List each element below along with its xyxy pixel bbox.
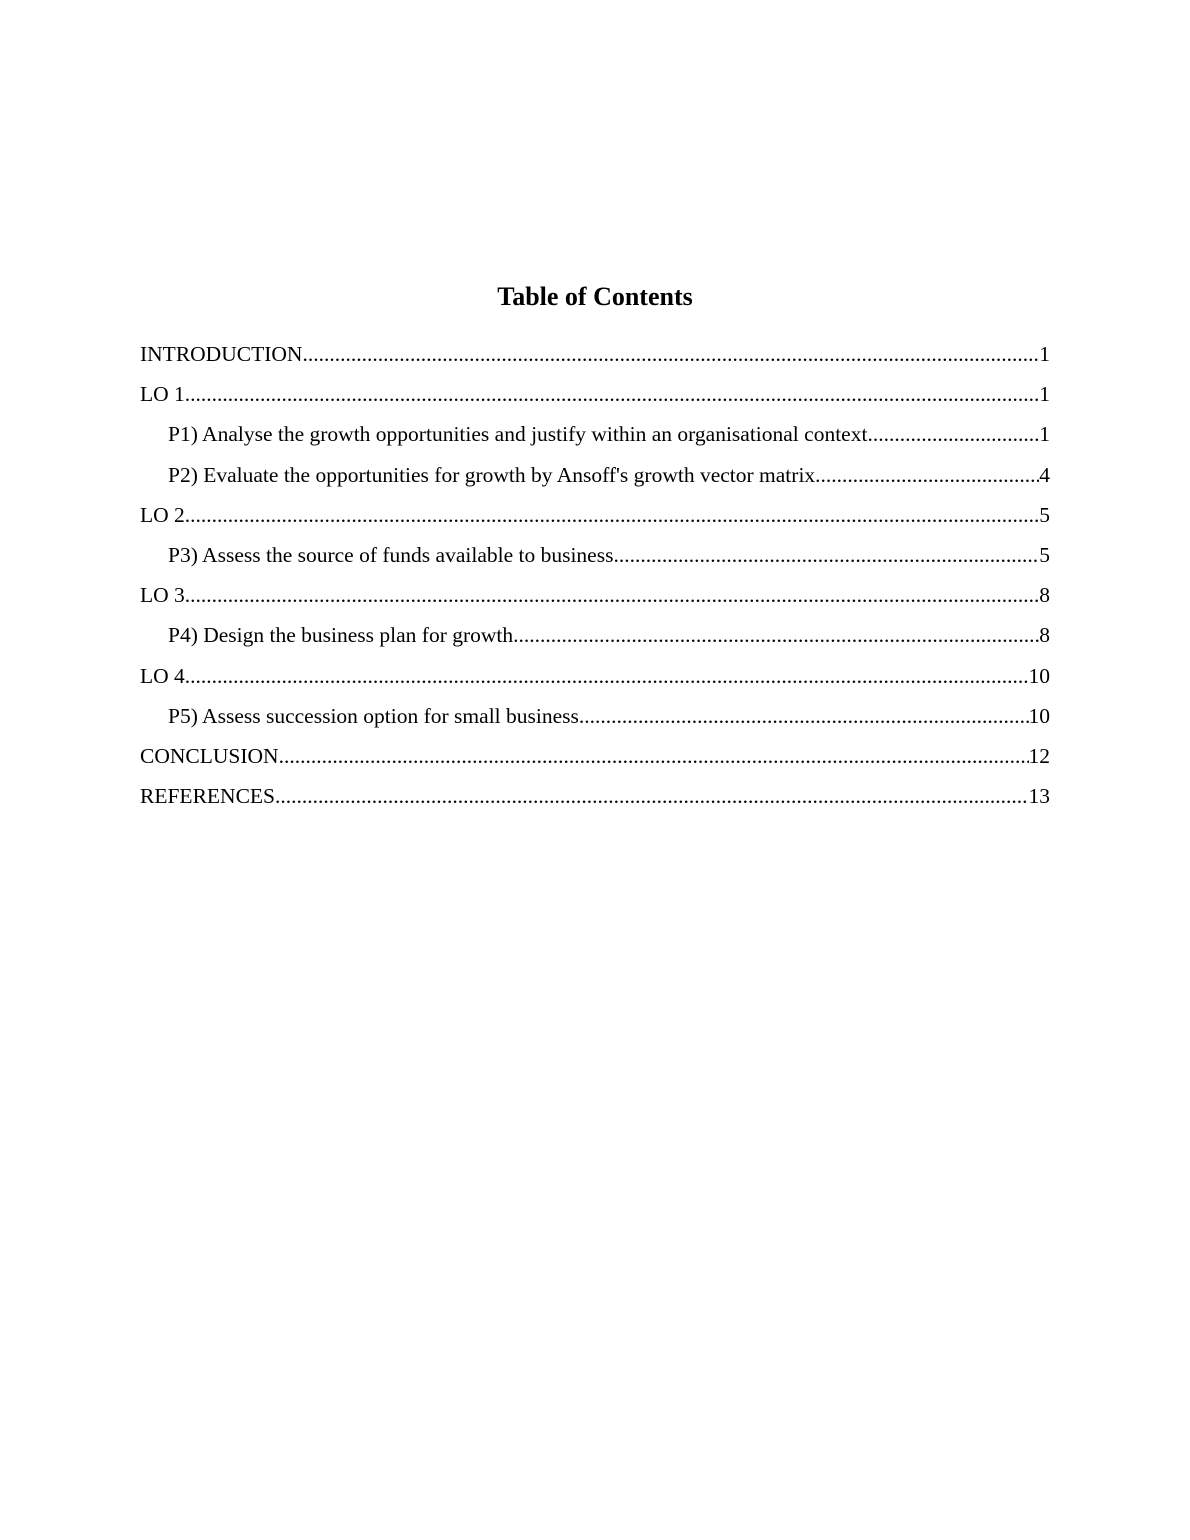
toc-entry[interactable]: [140, 779, 1050, 819]
toc-dot-leader: [579, 699, 1029, 733]
toc-entry-text: LO 4: [140, 663, 185, 688]
toc-page-number: 1: [1039, 422, 1050, 447]
toc-entry[interactable]: [140, 618, 1050, 658]
toc-dot-leader: [185, 659, 1029, 693]
toc-page-number: 5: [1039, 502, 1050, 527]
toc-entry-text: P2) Evaluate the opportunities for growth by Ansoff's growth vector matrix: [168, 462, 816, 487]
toc-title: Table of Contents: [497, 282, 693, 311]
toc-dot-leader: [185, 578, 1039, 612]
toc-dot-leader: [185, 377, 1039, 411]
toc-page-number: 10: [1028, 663, 1050, 688]
toc-entry-text: LO 3: [140, 583, 185, 608]
toc-dot-leader: [815, 458, 1039, 492]
toc-entry-text: P4) Design the business plan for growth: [168, 623, 514, 648]
toc-page-number: 12: [1028, 743, 1050, 768]
toc-dot-leader: [513, 618, 1039, 652]
toc-page-number: 8: [1039, 583, 1050, 608]
toc-dot-leader: [613, 538, 1039, 572]
toc-dot-leader: [873, 417, 1039, 451]
toc-entry-text: P1) Analyse the growth opportunities and justify within an organisational context.: [168, 422, 873, 447]
toc-page-number: 4: [1039, 462, 1050, 487]
toc-page-number: 13: [1028, 784, 1050, 809]
toc-entry-text: P5) Assess succession option for small business: [168, 703, 579, 728]
toc-entry[interactable]: [140, 739, 1050, 779]
toc-entry[interactable]: [140, 659, 1050, 699]
toc-entry-text: P3) Assess the source of funds available to business: [168, 542, 614, 567]
toc-entry-text: REFERENCES: [140, 784, 275, 809]
toc-entry[interactable]: [140, 417, 1050, 457]
toc-entry[interactable]: [140, 498, 1050, 538]
toc-entry[interactable]: [140, 578, 1050, 618]
toc-page-number: 10: [1028, 703, 1050, 728]
toc-page-number: 1: [1039, 342, 1050, 366]
toc-dot-leader: [279, 739, 1029, 773]
toc-list: [140, 337, 1050, 819]
toc-dot-leader: [185, 498, 1039, 532]
toc-entry[interactable]: [140, 538, 1050, 578]
toc-entry[interactable]: [140, 377, 1050, 417]
toc-page-number: 1: [1039, 382, 1050, 407]
toc-dot-leader: [302, 337, 1039, 371]
toc-entry[interactable]: [140, 337, 1050, 377]
toc-entry-text: LO 1: [140, 382, 185, 407]
toc-page-number: 8: [1039, 623, 1050, 648]
toc-entry-text: LO 2: [140, 502, 185, 527]
toc-entry-text: INTRODUCTION: [140, 342, 303, 366]
toc-page-number: 5: [1039, 542, 1050, 567]
toc-entry[interactable]: [140, 458, 1050, 498]
toc-entry[interactable]: [140, 699, 1050, 739]
toc-dot-leader: [275, 779, 1029, 813]
toc-entry-text: CONCLUSION: [140, 743, 279, 768]
